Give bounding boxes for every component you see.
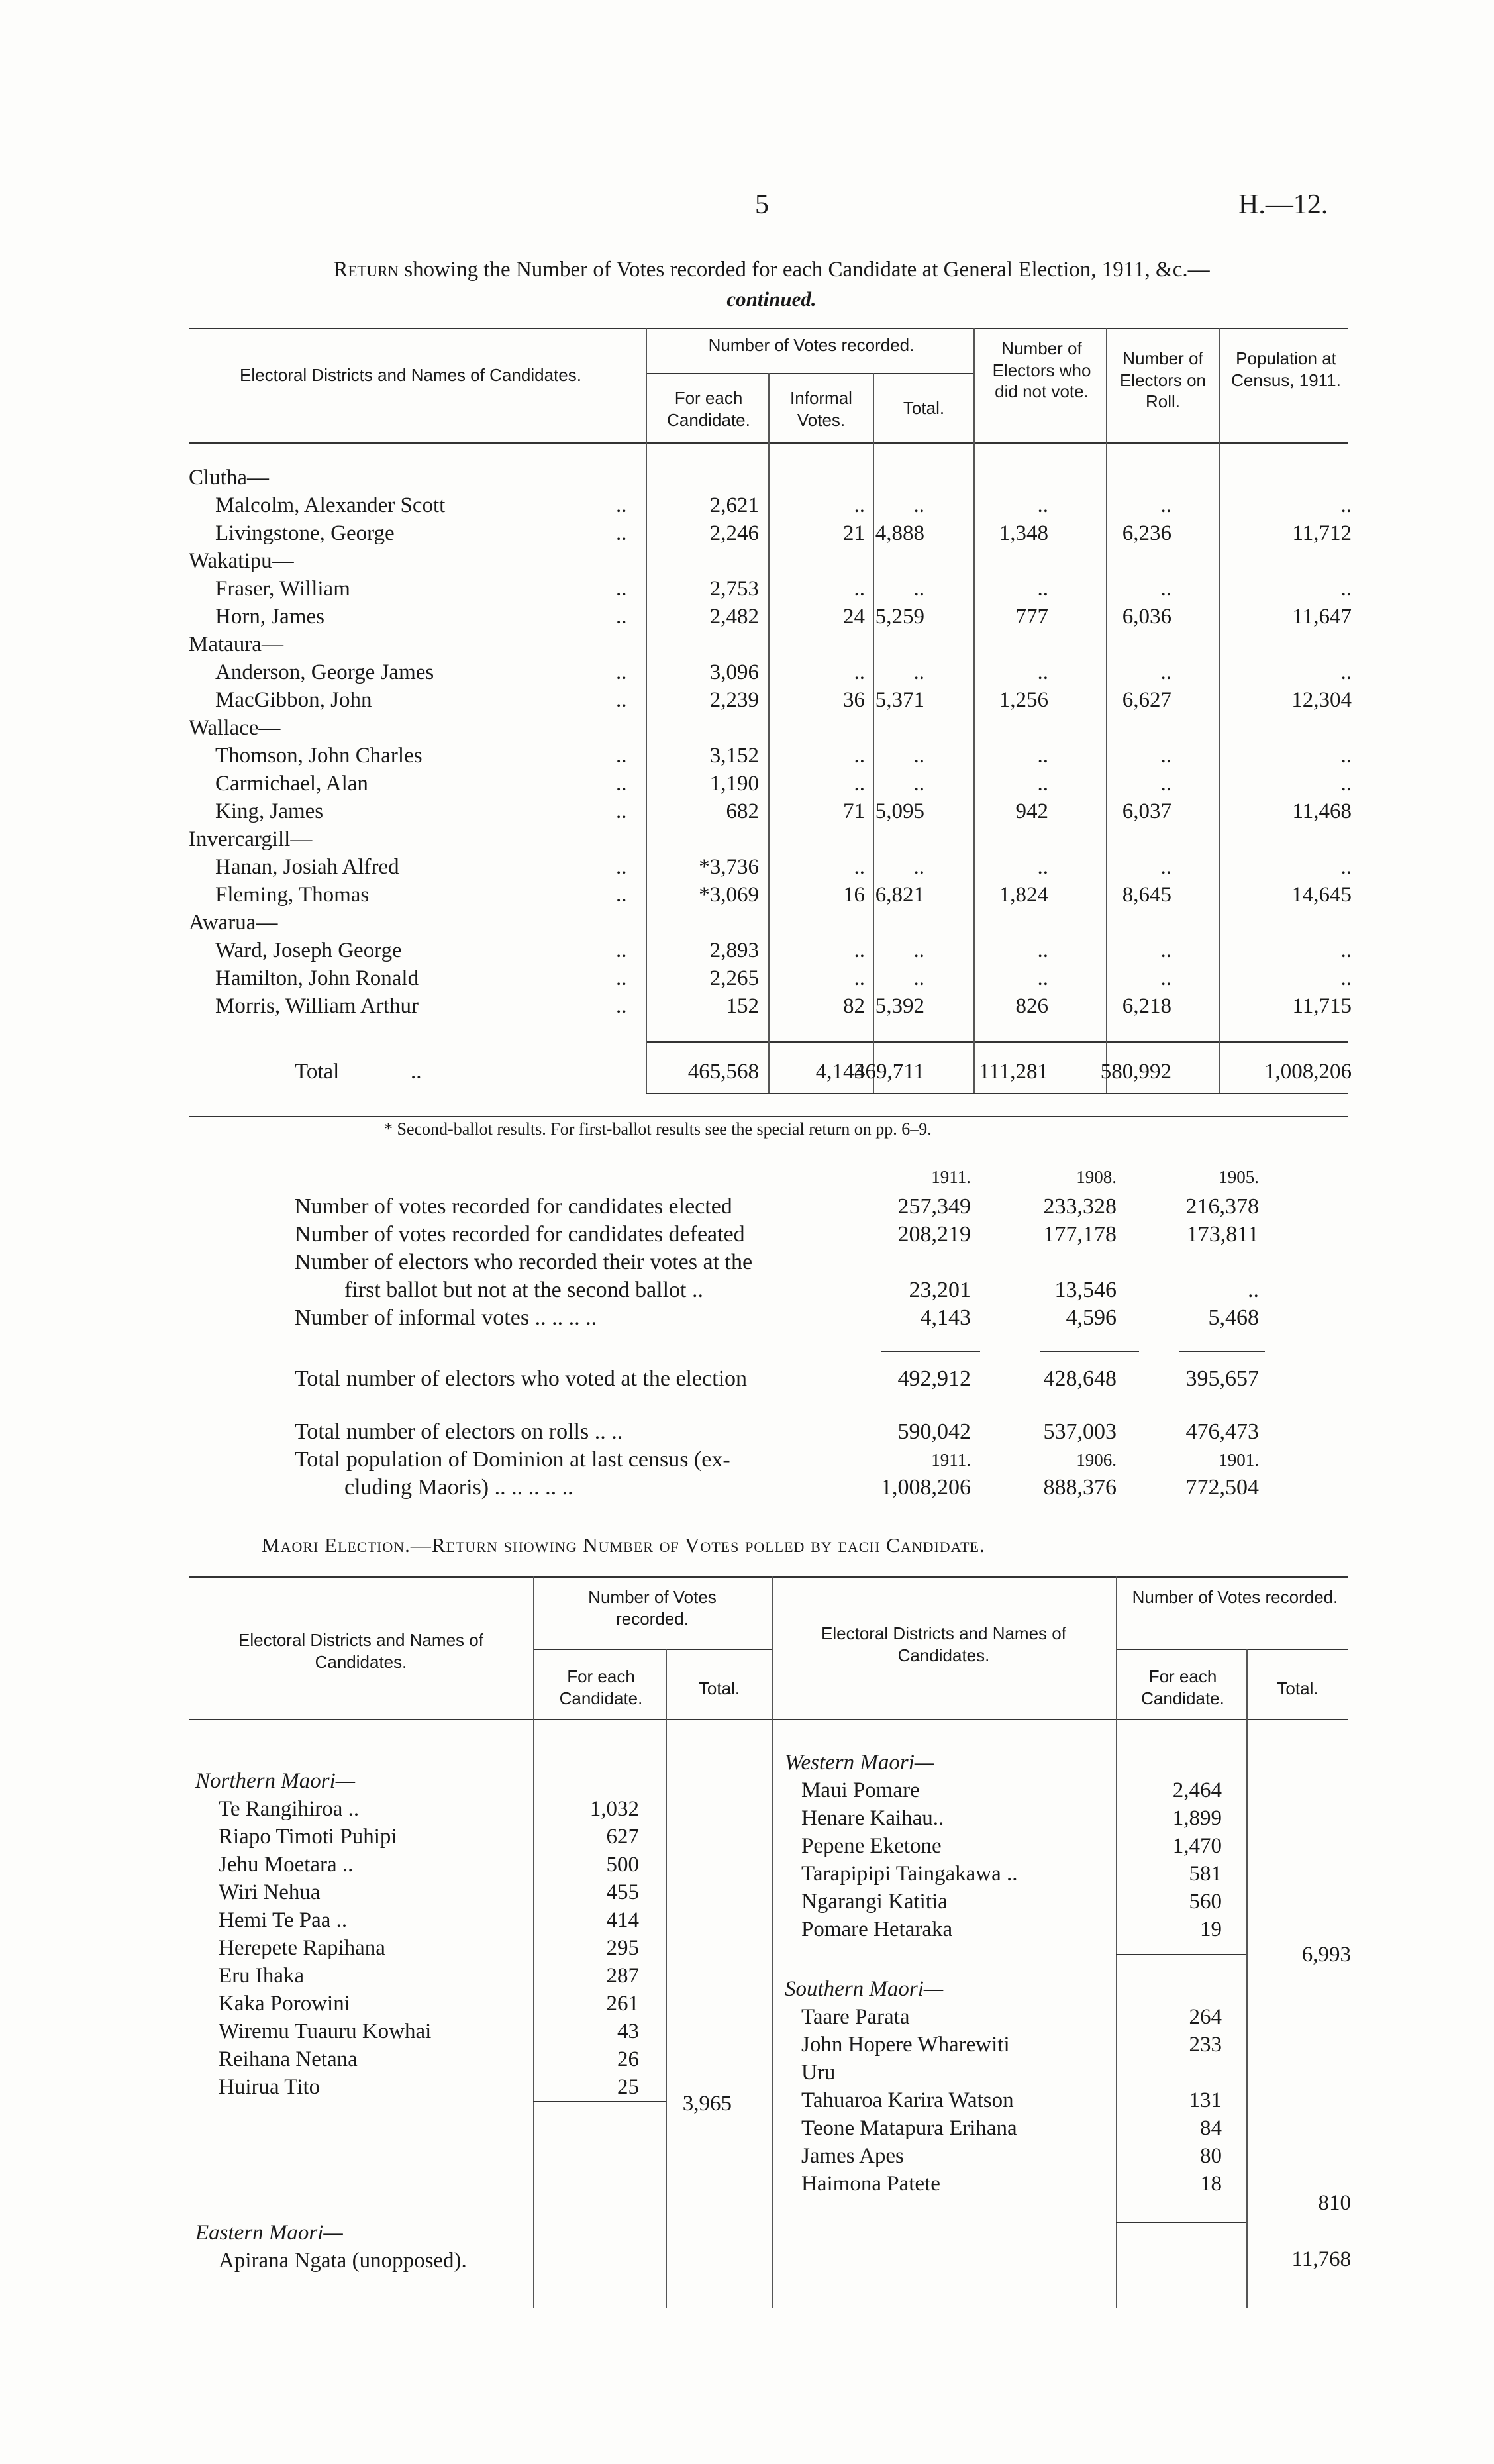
population: 11,647	[1292, 605, 1352, 629]
summary-year: 1905.	[1219, 1167, 1259, 1187]
electors-on-roll: ..	[1160, 660, 1171, 684]
summary-value: 208,219	[897, 1222, 971, 1247]
candidate-votes: 2,239	[709, 688, 759, 712]
not-voted: ..	[1037, 493, 1048, 517]
maori-candidate-votes: 131	[1189, 2088, 1222, 2112]
maori-candidate-votes: 560	[1189, 1890, 1222, 1914]
candidate-votes: *3,736	[699, 855, 759, 879]
maori-candidate-name: Eru Ihaka	[219, 1964, 305, 1988]
leader-dots: ..	[616, 883, 627, 907]
candidate-row	[0, 881, 1494, 909]
maori-candidate-votes: 84	[1200, 2116, 1222, 2140]
not-voted: 942	[1015, 799, 1048, 823]
total-on-roll: 580,992	[1100, 1060, 1171, 1084]
electors-on-roll: 6,218	[1122, 994, 1171, 1018]
total-votes: 5,371	[875, 688, 924, 712]
not-voted: ..	[1037, 855, 1048, 879]
informal-votes: 36	[843, 688, 865, 712]
candidate-votes: 1,190	[709, 772, 759, 796]
northern-total: 3,965	[682, 2092, 732, 2116]
northern-district: Northern Maori—	[195, 1769, 356, 1793]
candidate-row	[0, 686, 1494, 714]
informal-votes: ..	[854, 577, 865, 601]
district-name: Mataura—	[189, 633, 283, 656]
candidate-name: Livingstone, George	[215, 521, 395, 545]
maori-grand-total: 11,768	[1291, 2247, 1351, 2271]
maori-candidate-name: Wiremu Tuauru Kowhai	[219, 2020, 432, 2043]
summary-value: 23,201	[909, 1278, 971, 1302]
population: ..	[1340, 577, 1352, 601]
summary-pop-row-2	[0, 1473, 1494, 1502]
candidate-row	[0, 853, 1494, 881]
eastern-candidate: Apirana Ngata (unopposed).	[219, 2249, 467, 2273]
maori-candidate-votes: 2,464	[1172, 1778, 1222, 1802]
summary-value: 395,657	[1185, 1366, 1259, 1391]
total-votes: ..	[913, 855, 924, 879]
candidate-votes: 2,893	[709, 939, 759, 962]
candidate-name: Thomson, John Charles	[215, 744, 423, 768]
population: ..	[1340, 493, 1352, 517]
southern-district: Southern Maori—	[785, 1977, 944, 2001]
district-row	[0, 547, 1494, 575]
maori-candidate-votes: 19	[1200, 1918, 1222, 1941]
candidate-votes: 682	[726, 799, 759, 823]
maori-candidate-votes: 26	[617, 2047, 639, 2071]
total-votes: 6,821	[875, 883, 924, 907]
candidate-row	[0, 770, 1494, 797]
maori-candidate-name: Henare Kaihau..	[801, 1806, 944, 1830]
not-voted: ..	[1037, 660, 1048, 684]
total-votes: ..	[913, 772, 924, 796]
electors-on-roll: ..	[1160, 966, 1171, 990]
not-voted: ..	[1037, 939, 1048, 962]
total-dots: ..	[411, 1060, 422, 1084]
district-row	[0, 464, 1494, 491]
maori-candidate-name: Tarapipipi Taingakawa ..	[801, 1862, 1018, 1886]
maori-candidate-name: Herepete Rapihana	[219, 1936, 385, 1960]
summary-row	[0, 1304, 1494, 1333]
candidate-name: Horn, James	[215, 605, 324, 629]
maori-candidate-name: Tahuaroa Karira Watson	[801, 2088, 1014, 2112]
summary-year: 1906.	[1076, 1450, 1117, 1470]
total-votes: 5,392	[875, 994, 924, 1018]
candidate-row	[0, 742, 1494, 770]
candidate-name: Fleming, Thomas	[215, 883, 370, 907]
maori-candidate-name: James Apes	[801, 2144, 904, 2168]
southern-total-row	[0, 2189, 1351, 2217]
maori-header-total-right: Total.	[1277, 1678, 1319, 1698]
leader-dots: ..	[616, 855, 627, 879]
maori-candidate-votes: 455	[606, 1880, 639, 1904]
maori-title-rest: —Return showing Number of Votes polled by each Candidate.	[410, 1533, 985, 1557]
maori-header-for-each-left: For each Candidate.	[559, 1667, 643, 1708]
population: ..	[1340, 660, 1352, 684]
population: 11,715	[1292, 994, 1352, 1018]
candidate-row	[0, 519, 1494, 547]
maori-candidate-name: Uru	[801, 2061, 836, 2084]
informal-votes: 21	[843, 521, 865, 545]
informal-votes: 82	[843, 994, 865, 1018]
maori-candidate-votes: 581	[1189, 1862, 1222, 1886]
maori-candidate-name: Haimona Patete	[801, 2172, 940, 2196]
electors-on-roll: ..	[1160, 577, 1171, 601]
candidate-row	[0, 575, 1494, 603]
maori-candidate-votes: 43	[617, 2020, 639, 2043]
informal-votes: ..	[854, 966, 865, 990]
maori-candidate-name: Ngarangi Katitia	[801, 1890, 948, 1914]
eastern-district: Eastern Maori—	[195, 2221, 343, 2245]
population: 12,304	[1291, 688, 1352, 712]
not-voted: ..	[1037, 772, 1048, 796]
summary-value: 492,912	[897, 1366, 971, 1391]
electors-on-roll: ..	[1160, 493, 1171, 517]
header-on-roll: Number of Electors on Roll.	[1119, 348, 1207, 411]
leader-dots: ..	[616, 688, 627, 712]
candidate-name: MacGibbon, John	[215, 688, 372, 712]
district-row	[0, 631, 1494, 658]
maori-candidate-name: Kaka Porowini	[219, 1992, 350, 2016]
candidate-name: Anderson, George James	[215, 660, 434, 684]
maori-candidate-votes: 233	[1189, 2033, 1222, 2057]
header-not-vote: Number of Electors who did not vote.	[992, 338, 1091, 401]
electors-on-roll: ..	[1160, 939, 1171, 962]
summary-value: 428,648	[1043, 1366, 1117, 1391]
page-number: 5	[755, 189, 769, 220]
summary-value: 216,378	[1185, 1194, 1259, 1219]
summary-value: 4,143	[920, 1306, 971, 1330]
total-population: 1,008,206	[1264, 1060, 1352, 1084]
maori-candidate-votes: 1,032	[589, 1797, 639, 1821]
leader-dots: ..	[616, 493, 627, 517]
not-voted: ..	[1037, 577, 1048, 601]
not-voted: ..	[1037, 966, 1048, 990]
title-text: showing the Number of Votes recorded for each Candidate at General Election, 1911, &c.—	[404, 258, 1210, 282]
maori-candidate-votes: 264	[1189, 2005, 1222, 2029]
maori-candidate-votes: 627	[606, 1825, 639, 1849]
electors-on-roll: ..	[1160, 855, 1171, 879]
maori-candidate-votes: 287	[606, 1964, 639, 1988]
maori-candidate-votes: 261	[606, 1992, 639, 2016]
informal-votes: ..	[854, 939, 865, 962]
leader-dots: ..	[616, 966, 627, 990]
maori-candidate-name: Pomare Hetaraka	[801, 1918, 953, 1941]
northern-total-row	[0, 2090, 768, 2118]
candidate-row	[0, 603, 1494, 631]
summary-row	[0, 1192, 1494, 1221]
total-candidate-votes: 465,568	[687, 1060, 759, 1084]
informal-votes: ..	[854, 855, 865, 879]
population: 14,645	[1291, 883, 1352, 907]
informal-votes: ..	[854, 744, 865, 768]
summary-value: 257,349	[897, 1194, 971, 1219]
page-code: H.—12.	[1238, 189, 1328, 220]
maori-title-lead: Maori Election.	[262, 1533, 411, 1557]
leader-dots: ..	[616, 939, 627, 962]
electors-on-roll: 6,236	[1122, 521, 1171, 545]
electors-on-roll: ..	[1160, 772, 1171, 796]
not-voted: 777	[1015, 605, 1048, 629]
leader-dots: ..	[616, 799, 627, 823]
candidate-name: Morris, William Arthur	[215, 994, 419, 1018]
maori-candidate-name: Hemi Te Paa ..	[219, 1908, 348, 1932]
summary-label: Total population of Dominion at last census (ex-	[295, 1447, 730, 1472]
maori-candidate-name: Te Rangihiroa ..	[219, 1797, 360, 1821]
summary-value: 1,008,206	[881, 1475, 971, 1500]
candidate-row	[0, 658, 1494, 686]
summary-row	[0, 1276, 1494, 1305]
western-total-row	[0, 1941, 1351, 1969]
maori-candidate-name: Maui Pomare	[801, 1778, 920, 1802]
not-voted: 826	[1015, 994, 1048, 1018]
grand-total-row	[0, 2245, 1351, 2273]
maori-candidate-name: Reihana Netana	[219, 2047, 358, 2071]
total-votes: ..	[913, 493, 924, 517]
district-name: Awarua—	[189, 911, 278, 935]
total-votes: ..	[913, 577, 924, 601]
summary-year: 1911.	[931, 1167, 971, 1187]
maori-candidate-name: Riapo Timoti Puhipi	[219, 1825, 397, 1849]
electors-on-roll: 8,645	[1122, 883, 1171, 907]
total-votes: ..	[913, 966, 924, 990]
candidate-row	[0, 797, 1494, 825]
header-for-each: For each Candidate.	[667, 388, 750, 430]
population: ..	[1340, 744, 1352, 768]
summary-label: first ballot but not at the second ballot ..	[344, 1278, 704, 1302]
informal-votes: ..	[854, 660, 865, 684]
summary-value: 476,473	[1185, 1419, 1259, 1444]
informal-votes: ..	[854, 772, 865, 796]
summary-value: 4,596	[1066, 1306, 1117, 1330]
candidate-row	[0, 937, 1494, 964]
maori-candidate-votes: 1,899	[1172, 1806, 1222, 1830]
candidate-name: Hanan, Josiah Alfred	[215, 855, 399, 879]
candidate-row	[0, 964, 1494, 992]
header-total: Total.	[903, 398, 945, 418]
maori-candidate-name: Teone Matapura Erihana	[801, 2116, 1017, 2140]
summary-value: 173,811	[1186, 1222, 1259, 1247]
summary-pop-row	[0, 1445, 1494, 1474]
candidate-votes: 2,246	[709, 521, 759, 545]
summary-row	[0, 1248, 1494, 1277]
population: ..	[1340, 855, 1352, 879]
candidate-name: Fraser, William	[215, 577, 350, 601]
summary-year: 1901.	[1219, 1450, 1259, 1470]
maori-header-districts-left: Electoral Districts and Names of Candidates.	[238, 1630, 483, 1672]
maori-candidate-votes: 500	[606, 1853, 639, 1876]
summary-label: Total number of electors on rolls .. ..	[295, 1419, 623, 1444]
candidate-row	[0, 491, 1494, 519]
summary-value: 888,376	[1043, 1475, 1117, 1500]
header-informal: Informal Votes.	[790, 388, 852, 430]
western-district: Western Maori—	[785, 1751, 934, 1774]
district-name: Wallace—	[189, 716, 281, 740]
district-name: Invercargill—	[189, 827, 313, 851]
maori-candidate-name: Pepene Eketone	[801, 1834, 942, 1858]
leader-dots: ..	[616, 994, 627, 1018]
candidate-row	[0, 992, 1494, 1020]
total-votes: 4,888	[875, 521, 924, 545]
summary-year: 1908.	[1076, 1167, 1117, 1187]
maori-candidate-votes: 80	[1200, 2144, 1222, 2168]
footnote: * Second-ballot results. For first-ballot results see the special return on pp. 6–9.	[384, 1119, 932, 1139]
summary-voted-row	[0, 1364, 1494, 1394]
candidate-votes: *3,069	[699, 883, 759, 907]
header-population: Population at Census, 1911.	[1231, 348, 1341, 390]
leader-dots: ..	[616, 772, 627, 796]
candidate-name: King, James	[215, 799, 324, 823]
electors-on-roll: 6,037	[1122, 799, 1171, 823]
western-total: 6,993	[1301, 1943, 1351, 1967]
summary-value: 772,504	[1185, 1475, 1259, 1500]
candidate-votes: 2,621	[709, 493, 759, 517]
summary-value: 5,468	[1208, 1306, 1259, 1330]
district-name: Wakatipu—	[189, 549, 294, 573]
electors-on-roll: ..	[1160, 744, 1171, 768]
maori-header-districts-right: Electoral Districts and Names of Candidates.	[821, 1623, 1066, 1665]
candidate-votes: 152	[726, 994, 759, 1018]
population: 11,712	[1292, 521, 1352, 545]
maori-candidate-name: Wiri Nehua	[219, 1880, 321, 1904]
population: ..	[1340, 772, 1352, 796]
summary-label: Number of informal votes .. .. .. ..	[295, 1306, 597, 1330]
summary-value: 13,546	[1054, 1278, 1117, 1302]
leader-dots: ..	[616, 521, 627, 545]
not-voted: 1,824	[999, 883, 1048, 907]
summary-value: 177,178	[1043, 1222, 1117, 1247]
summary-value: ..	[1248, 1278, 1259, 1302]
maori-candidate-name: John Hopere Wharewiti	[801, 2033, 1010, 2057]
candidate-name: Ward, Joseph George	[215, 939, 402, 962]
district-row	[0, 825, 1494, 853]
electors-on-roll: 6,627	[1122, 688, 1171, 712]
not-voted: 1,256	[999, 688, 1048, 712]
district-name: Clutha—	[189, 466, 269, 489]
maori-candidate-votes: 25	[617, 2075, 639, 2099]
total-votes: 5,095	[875, 799, 924, 823]
maori-candidate-name: Taare Parata	[801, 2005, 910, 2029]
total-votes: ..	[913, 939, 924, 962]
summary-label: Total number of electors who voted at the election	[295, 1366, 748, 1391]
informal-votes: 71	[843, 799, 865, 823]
candidate-name: Malcolm, Alexander Scott	[215, 493, 446, 517]
maori-header-for-each-right: For each Candidate.	[1141, 1667, 1224, 1708]
leader-dots: ..	[616, 605, 627, 629]
summary-year: 1911.	[931, 1450, 971, 1470]
electors-on-roll: 6,036	[1122, 605, 1171, 629]
maori-candidate-votes: 295	[606, 1936, 639, 1960]
summary-row	[0, 1220, 1494, 1249]
maori-title	[262, 1533, 985, 1557]
summary-rolls-row	[0, 1417, 1494, 1447]
leader-dots: ..	[616, 660, 627, 684]
candidate-votes: 2,482	[709, 605, 759, 629]
total-not-voted: 111,281	[979, 1060, 1048, 1084]
not-voted: ..	[1037, 744, 1048, 768]
maori-candidate-name: Jehu Moetara ..	[219, 1853, 354, 1876]
title-continued: continued.	[726, 287, 817, 311]
maori-candidate-votes: 414	[606, 1908, 639, 1932]
district-row	[0, 909, 1494, 937]
population: 11,468	[1292, 799, 1352, 823]
maori-header-total-left: Total.	[698, 1678, 740, 1698]
maori-header-votes-left: Number of Votes recorded.	[588, 1587, 717, 1629]
candidate-name: Carmichael, Alan	[215, 772, 368, 796]
maori-header-votes-right: Number of Votes recorded.	[1132, 1587, 1338, 1607]
district-row	[0, 714, 1494, 742]
total-votes: 469,711	[854, 1060, 924, 1084]
summary-label: cluding Maoris) .. .. .. .. ..	[344, 1475, 573, 1500]
total-row	[0, 1058, 1494, 1086]
summary-value: 537,003	[1043, 1419, 1117, 1444]
informal-votes: 16	[843, 883, 865, 907]
leader-dots: ..	[616, 577, 627, 601]
population: ..	[1340, 966, 1352, 990]
total-votes: ..	[913, 660, 924, 684]
candidate-votes: 2,753	[709, 577, 759, 601]
title-return-word: Return	[333, 258, 399, 282]
candidate-votes: 3,096	[709, 660, 759, 684]
summary-label: Number of electors who recorded their votes at the	[295, 1250, 753, 1274]
informal-votes: ..	[854, 493, 865, 517]
summary-label: Number of votes recorded for candidates defeated	[295, 1222, 745, 1247]
candidate-name: Hamilton, John Ronald	[215, 966, 419, 990]
page-title	[189, 255, 1354, 314]
summary-value: 233,328	[1043, 1194, 1117, 1219]
total-informal: 4,143	[815, 1060, 865, 1084]
population: ..	[1340, 939, 1352, 962]
header-votes-group: Number of Votes recorded.	[708, 335, 915, 355]
summary-value: 590,042	[897, 1419, 971, 1444]
header-districts: Electoral Districts and Names of Candidates.	[240, 365, 581, 385]
candidate-votes: 3,152	[709, 744, 759, 768]
maori-candidate-name: Huirua Tito	[219, 2075, 321, 2099]
southern-total: 810	[1318, 2191, 1351, 2215]
leader-dots: ..	[616, 744, 627, 768]
total-votes: 5,259	[875, 605, 924, 629]
candidate-votes: 2,265	[709, 966, 759, 990]
total-votes: ..	[913, 744, 924, 768]
not-voted: 1,348	[999, 521, 1048, 545]
summary-label: Number of votes recorded for candidates elected	[295, 1194, 732, 1219]
maori-candidate-votes: 1,470	[1172, 1834, 1222, 1858]
informal-votes: 24	[843, 605, 865, 629]
maori-candidate-votes: 18	[1200, 2172, 1222, 2196]
total-label: Total	[295, 1060, 340, 1084]
